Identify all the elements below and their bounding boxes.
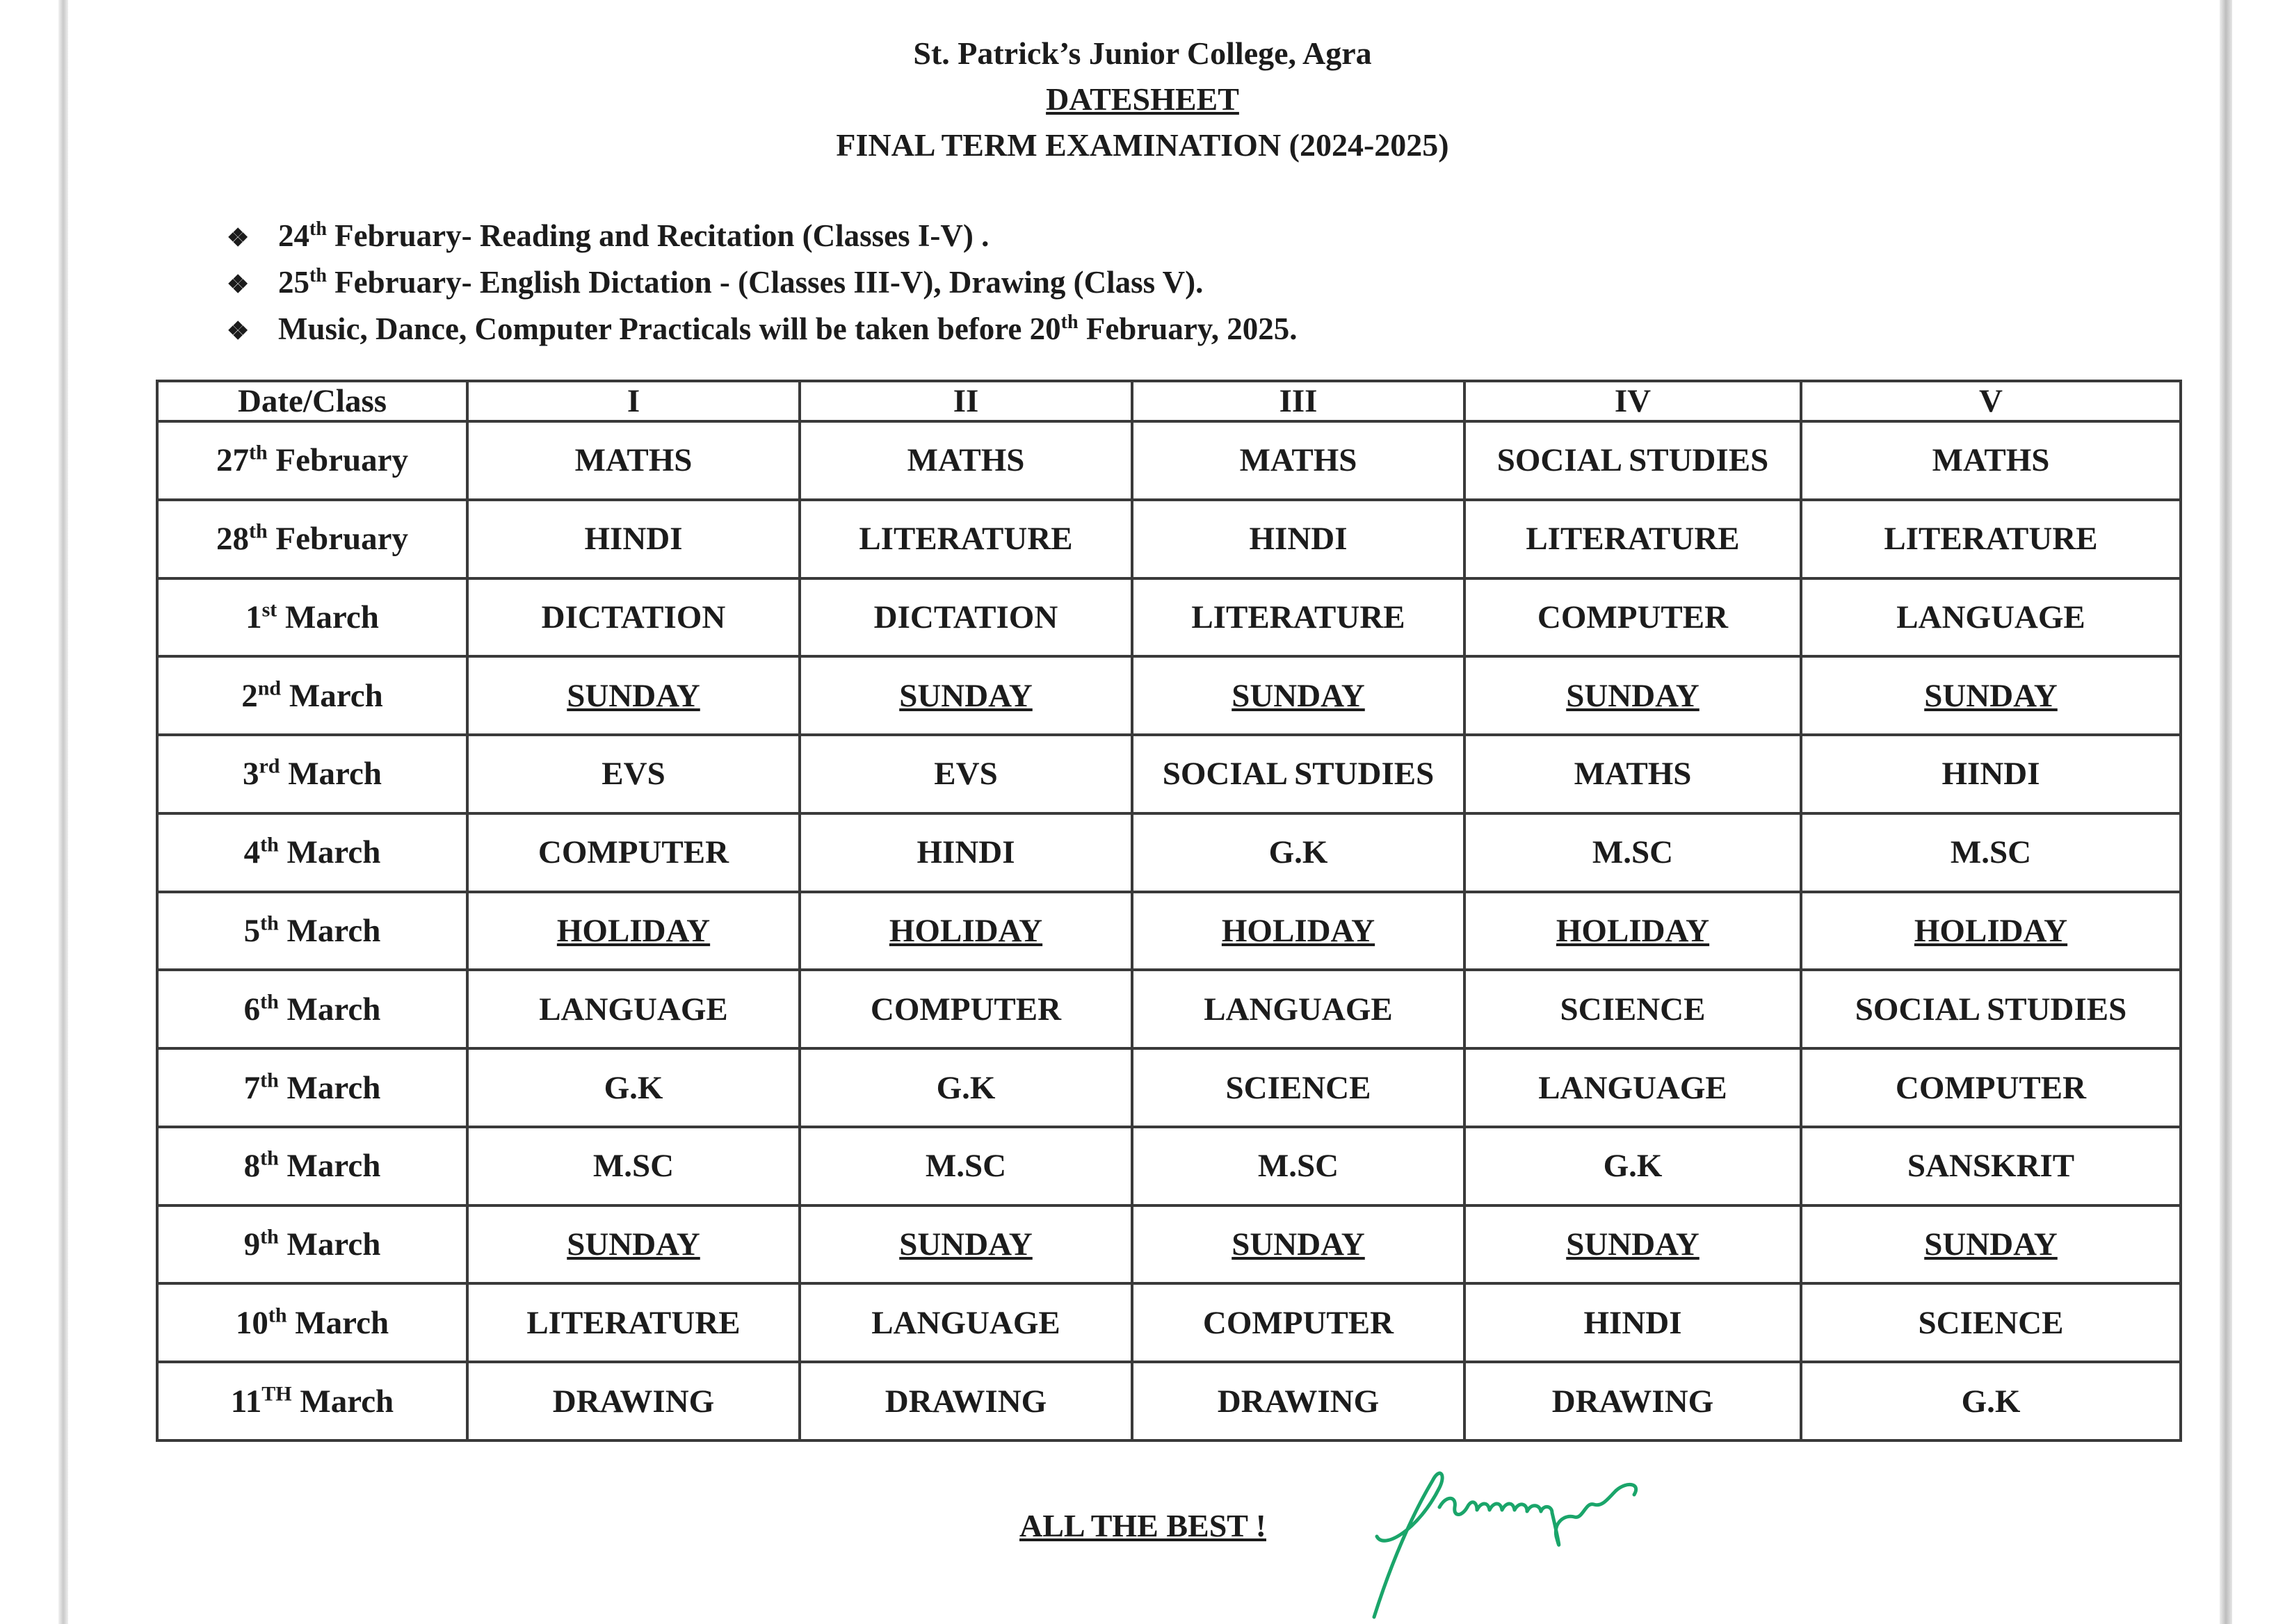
- signature-mark: [1335, 1453, 1690, 1624]
- subject-cell: SUNDAY: [467, 1205, 800, 1284]
- date-cell: 9th March: [157, 1205, 467, 1284]
- table-row: [157, 970, 2181, 1048]
- subject-cell: M.SC: [467, 1127, 800, 1205]
- note-text: 24th February- Reading and Recitation (Classes I-V) .: [278, 218, 990, 253]
- subject-cell: HINDI: [1132, 500, 1464, 578]
- table-row: [157, 1048, 2181, 1127]
- subject-cell: EVS: [800, 735, 1132, 813]
- note-text: 25th February- English Dictation - (Classes III-V), Drawing (Class V).: [278, 265, 1204, 300]
- subject-cell: HOLIDAY: [800, 892, 1132, 971]
- subject-cell: SCIENCE: [1132, 1048, 1464, 1127]
- column-header-date-class: Date/Class: [157, 381, 467, 421]
- subject-cell: G.K: [1464, 1127, 1801, 1205]
- subject-cell: SOCIAL STUDIES: [1132, 735, 1464, 813]
- subject-cell: LITERATURE: [1801, 500, 2181, 578]
- exam-title: FINAL TERM EXAMINATION (2024-2025): [836, 127, 1449, 163]
- subject-cell: LANGUAGE: [467, 970, 800, 1048]
- date-cell: 1st March: [157, 578, 467, 657]
- column-header-class: III: [1132, 381, 1464, 421]
- date-cell: 3rd March: [157, 735, 467, 813]
- subject-cell: LITERATURE: [1132, 578, 1464, 657]
- subject-cell: SANSKRIT: [1801, 1127, 2181, 1205]
- table-row: [157, 500, 2181, 578]
- date-cell: 2nd March: [157, 656, 467, 735]
- subject-cell: COMPUTER: [800, 970, 1132, 1048]
- subject-cell: SOCIAL STUDIES: [1801, 970, 2181, 1048]
- subject-cell: DRAWING: [1132, 1362, 1464, 1440]
- column-header-class: IV: [1464, 381, 1801, 421]
- subject-cell: M.SC: [1464, 813, 1801, 892]
- date-cell: 8th March: [157, 1127, 467, 1205]
- datesheet-table: [156, 380, 2182, 1442]
- document-title: DATESHEET: [1046, 81, 1239, 117]
- scan-edge-left: [58, 0, 68, 1624]
- subject-cell: SUNDAY: [1801, 1205, 2181, 1284]
- subject-cell: SUNDAY: [467, 656, 800, 735]
- subject-cell: HOLIDAY: [1801, 892, 2181, 971]
- note-item: [227, 259, 1896, 306]
- subject-cell: SUNDAY: [1132, 656, 1464, 735]
- subject-cell: SCIENCE: [1801, 1283, 2181, 1362]
- table-row: [157, 892, 2181, 971]
- closing-message: ALL THE BEST !: [1019, 1508, 1266, 1543]
- note-item: [227, 213, 1896, 259]
- subject-cell: LANGUAGE: [1132, 970, 1464, 1048]
- diamond-bullet-icon: ❖: [227, 224, 250, 252]
- diamond-bullet-icon: ❖: [227, 270, 250, 298]
- subject-cell: SCIENCE: [1464, 970, 1801, 1048]
- subject-cell: EVS: [467, 735, 800, 813]
- column-header-class: V: [1801, 381, 2181, 421]
- column-header-class: I: [467, 381, 800, 421]
- subject-cell: SUNDAY: [1132, 1205, 1464, 1284]
- subject-cell: SUNDAY: [1464, 1205, 1801, 1284]
- subject-cell: HINDI: [1801, 735, 2181, 813]
- date-cell: 4th March: [157, 813, 467, 892]
- subject-cell: G.K: [1801, 1362, 2181, 1440]
- table-row: [157, 1127, 2181, 1205]
- subject-cell: M.SC: [800, 1127, 1132, 1205]
- subject-cell: G.K: [800, 1048, 1132, 1127]
- subject-cell: M.SC: [1801, 813, 2181, 892]
- subject-cell: SUNDAY: [1801, 656, 2181, 735]
- subject-cell: DRAWING: [1464, 1362, 1801, 1440]
- table-row: [157, 1362, 2181, 1440]
- subject-cell: SUNDAY: [800, 656, 1132, 735]
- date-cell: 5th March: [157, 892, 467, 971]
- subject-cell: SUNDAY: [800, 1205, 1132, 1284]
- notes-list: [227, 213, 1896, 352]
- subject-cell: LANGUAGE: [1464, 1048, 1801, 1127]
- diamond-bullet-icon: ❖: [227, 317, 250, 345]
- subject-cell: DRAWING: [467, 1362, 800, 1440]
- subject-cell: LANGUAGE: [1801, 578, 2181, 657]
- date-cell: 10th March: [157, 1283, 467, 1362]
- date-cell: 7th March: [157, 1048, 467, 1127]
- subject-cell: MATHS: [1464, 735, 1801, 813]
- subject-cell: HOLIDAY: [1132, 892, 1464, 971]
- subject-cell: SOCIAL STUDIES: [1464, 421, 1801, 500]
- note-item: [227, 306, 1896, 352]
- document-header: [0, 31, 2285, 168]
- subject-cell: MATHS: [1801, 421, 2181, 500]
- date-cell: 27th February: [157, 421, 467, 500]
- subject-cell: COMPUTER: [467, 813, 800, 892]
- subject-cell: G.K: [467, 1048, 800, 1127]
- table-row: [157, 656, 2181, 735]
- table-row: [157, 813, 2181, 892]
- subject-cell: LITERATURE: [800, 500, 1132, 578]
- table-header-row: [157, 381, 2181, 421]
- subject-cell: LITERATURE: [1464, 500, 1801, 578]
- note-text: Music, Dance, Computer Practicals will be taken before 20th February, 2025.: [278, 311, 1298, 346]
- subject-cell: MATHS: [1132, 421, 1464, 500]
- subject-cell: COMPUTER: [1132, 1283, 1464, 1362]
- subject-cell: DICTATION: [467, 578, 800, 657]
- table-row: [157, 1283, 2181, 1362]
- subject-cell: SUNDAY: [1464, 656, 1801, 735]
- subject-cell: MATHS: [800, 421, 1132, 500]
- subject-cell: LITERATURE: [467, 1283, 800, 1362]
- subject-cell: COMPUTER: [1801, 1048, 2181, 1127]
- scan-edge-right: [2220, 0, 2232, 1624]
- subject-cell: DICTATION: [800, 578, 1132, 657]
- subject-cell: G.K: [1132, 813, 1464, 892]
- table-row: [157, 1205, 2181, 1284]
- subject-cell: LANGUAGE: [800, 1283, 1132, 1362]
- subject-cell: DRAWING: [800, 1362, 1132, 1440]
- institution-name: St. Patrick’s Junior College, Agra: [913, 35, 1372, 71]
- subject-cell: HINDI: [467, 500, 800, 578]
- subject-cell: M.SC: [1132, 1127, 1464, 1205]
- date-cell: 6th March: [157, 970, 467, 1048]
- date-cell: 28th February: [157, 500, 467, 578]
- subject-cell: MATHS: [467, 421, 800, 500]
- subject-cell: HINDI: [1464, 1283, 1801, 1362]
- subject-cell: COMPUTER: [1464, 578, 1801, 657]
- subject-cell: HOLIDAY: [1464, 892, 1801, 971]
- date-cell: 11TH March: [157, 1362, 467, 1440]
- table-row: [157, 578, 2181, 657]
- subject-cell: HOLIDAY: [467, 892, 800, 971]
- table-row: [157, 421, 2181, 500]
- column-header-class: II: [800, 381, 1132, 421]
- subject-cell: HINDI: [800, 813, 1132, 892]
- table-row: [157, 735, 2181, 813]
